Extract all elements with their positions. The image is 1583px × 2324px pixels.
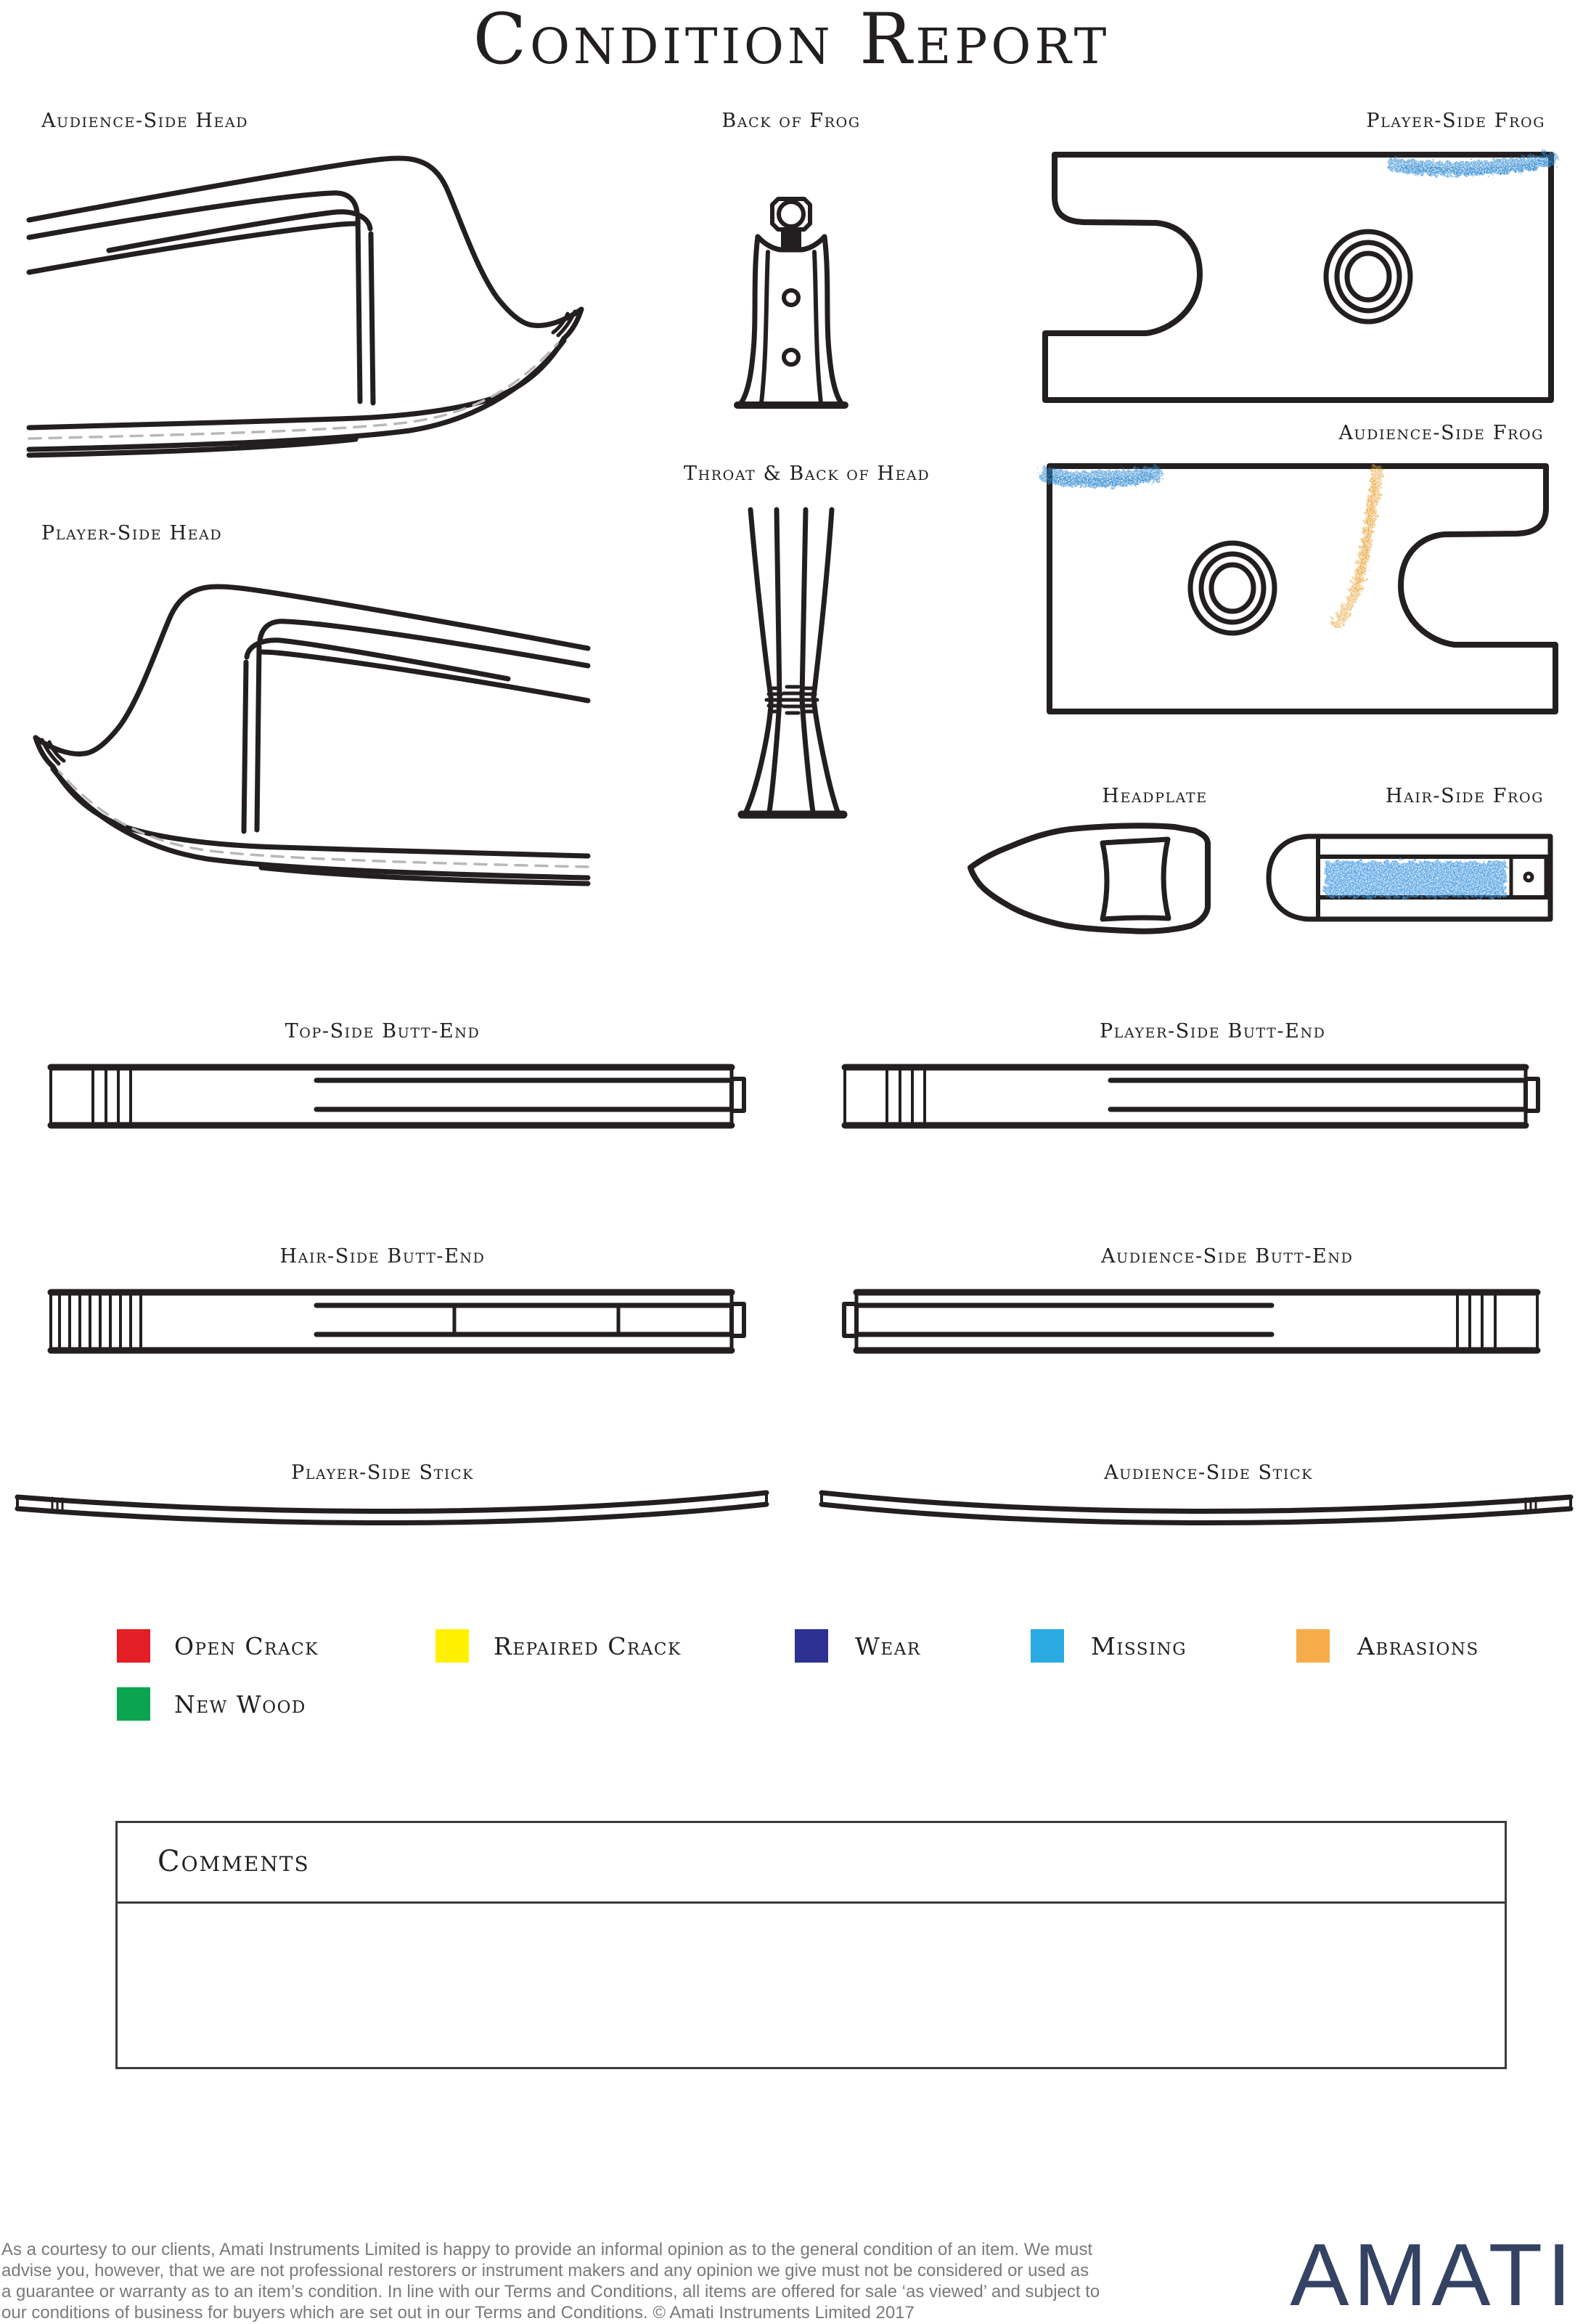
hair-side-frog-drawing [1263, 833, 1555, 922]
comments-header [118, 1823, 1505, 1904]
label-audience-side-head: Audience-Side Head [41, 110, 249, 132]
legend-label-missing: Missing [1091, 1632, 1187, 1660]
legend-label-repaired-crack: Repaired Crack [494, 1632, 682, 1660]
legend-swatch-wear [795, 1629, 828, 1663]
page-title: Condition Report [473, 0, 1110, 80]
abrasion-mark [1337, 470, 1378, 623]
audience-side-butt-end-drawing [842, 1288, 1540, 1355]
frog-button-stem [781, 229, 801, 250]
legend-label-abrasions: Abrasions [1357, 1632, 1479, 1660]
amati-logo: AMATI [1290, 2225, 1576, 2324]
comments-body [118, 1904, 1505, 2067]
player-side-head-drawing [15, 577, 602, 893]
label-player-side-frog: Player-Side Frog [1366, 110, 1545, 132]
label-audience-side-butt-end: Audience-Side Butt-End [1101, 1245, 1354, 1268]
disclaimer-line-3: a guarantee or warranty as to an item’s condition. In line with our Terms and Conditions, all items are offered for sale ‘as viewed’ and subject to [1, 2282, 1100, 2301]
comments-box [115, 1821, 1507, 2069]
legend-swatch-new-wood [117, 1687, 150, 1721]
throat-back-of-head-drawing [737, 507, 848, 820]
audience-side-head-drawing [15, 149, 602, 465]
throat-registration-marks [766, 687, 817, 713]
label-top-side-butt-end: Top-Side Butt-End [285, 1020, 480, 1043]
label-headplate: Headplate [1102, 785, 1208, 807]
hair-side-butt-end-drawing [48, 1288, 746, 1355]
top-side-butt-end-drawing [48, 1063, 746, 1130]
label-audience-side-stick: Audience-Side Stick [1104, 1461, 1313, 1484]
legend-label-wear: Wear [855, 1632, 921, 1660]
audience-side-stick-drawing [817, 1485, 1575, 1532]
legend-swatch-missing [1031, 1629, 1064, 1663]
disclaimer-line-1: As a courtesy to our clients, Amati Instruments Limited is happy to provide an informal opinion as to the general condition of an item. We must [1, 2240, 1092, 2259]
label-throat-back-of-head: Throat & Back of Head [684, 462, 930, 485]
audience-side-frog-drawing [1044, 460, 1553, 716]
label-player-side-butt-end: Player-Side Butt-End [1100, 1020, 1326, 1043]
legend-swatch-open-crack [117, 1629, 150, 1663]
player-side-frog-drawing [1047, 149, 1557, 404]
label-hair-side-frog: Hair-Side Frog [1385, 785, 1544, 807]
label-back-of-frog: Back of Frog [721, 110, 861, 132]
label-hair-side-butt-end: Hair-Side Butt-End [279, 1245, 486, 1268]
player-side-butt-end-drawing [842, 1063, 1540, 1130]
disclaimer-line-2: advise you, however, that we are not professional restorers or instrument makers and any opinion we give must not be considered or used as [1, 2261, 1089, 2280]
headplate-drawing [969, 824, 1211, 936]
missing-mark [1325, 861, 1506, 897]
back-of-frog-drawing [732, 183, 851, 418]
disclaimer-line-4: our conditions of business for buyers which are set out in our Terms and Conditions. © Amati Instruments Limited 2017 [1, 2303, 915, 2323]
legend-label-new-wood: New Wood [174, 1690, 306, 1718]
label-audience-side-frog: Audience-Side Frog [1338, 422, 1544, 444]
missing-mark [1394, 159, 1551, 171]
disclaimer-text [1, 2239, 1192, 2323]
label-player-side-stick: Player-Side Stick [291, 1461, 474, 1484]
missing-mark [1047, 473, 1154, 481]
label-player-side-head: Player-Side Head [41, 522, 223, 545]
legend-label-open-crack: Open Crack [174, 1632, 319, 1660]
player-side-stick-drawing [13, 1485, 771, 1532]
legend-swatch-abrasions [1296, 1629, 1330, 1663]
comments-title: Comments [158, 1845, 310, 1878]
legend-swatch-repaired-crack [435, 1629, 469, 1663]
